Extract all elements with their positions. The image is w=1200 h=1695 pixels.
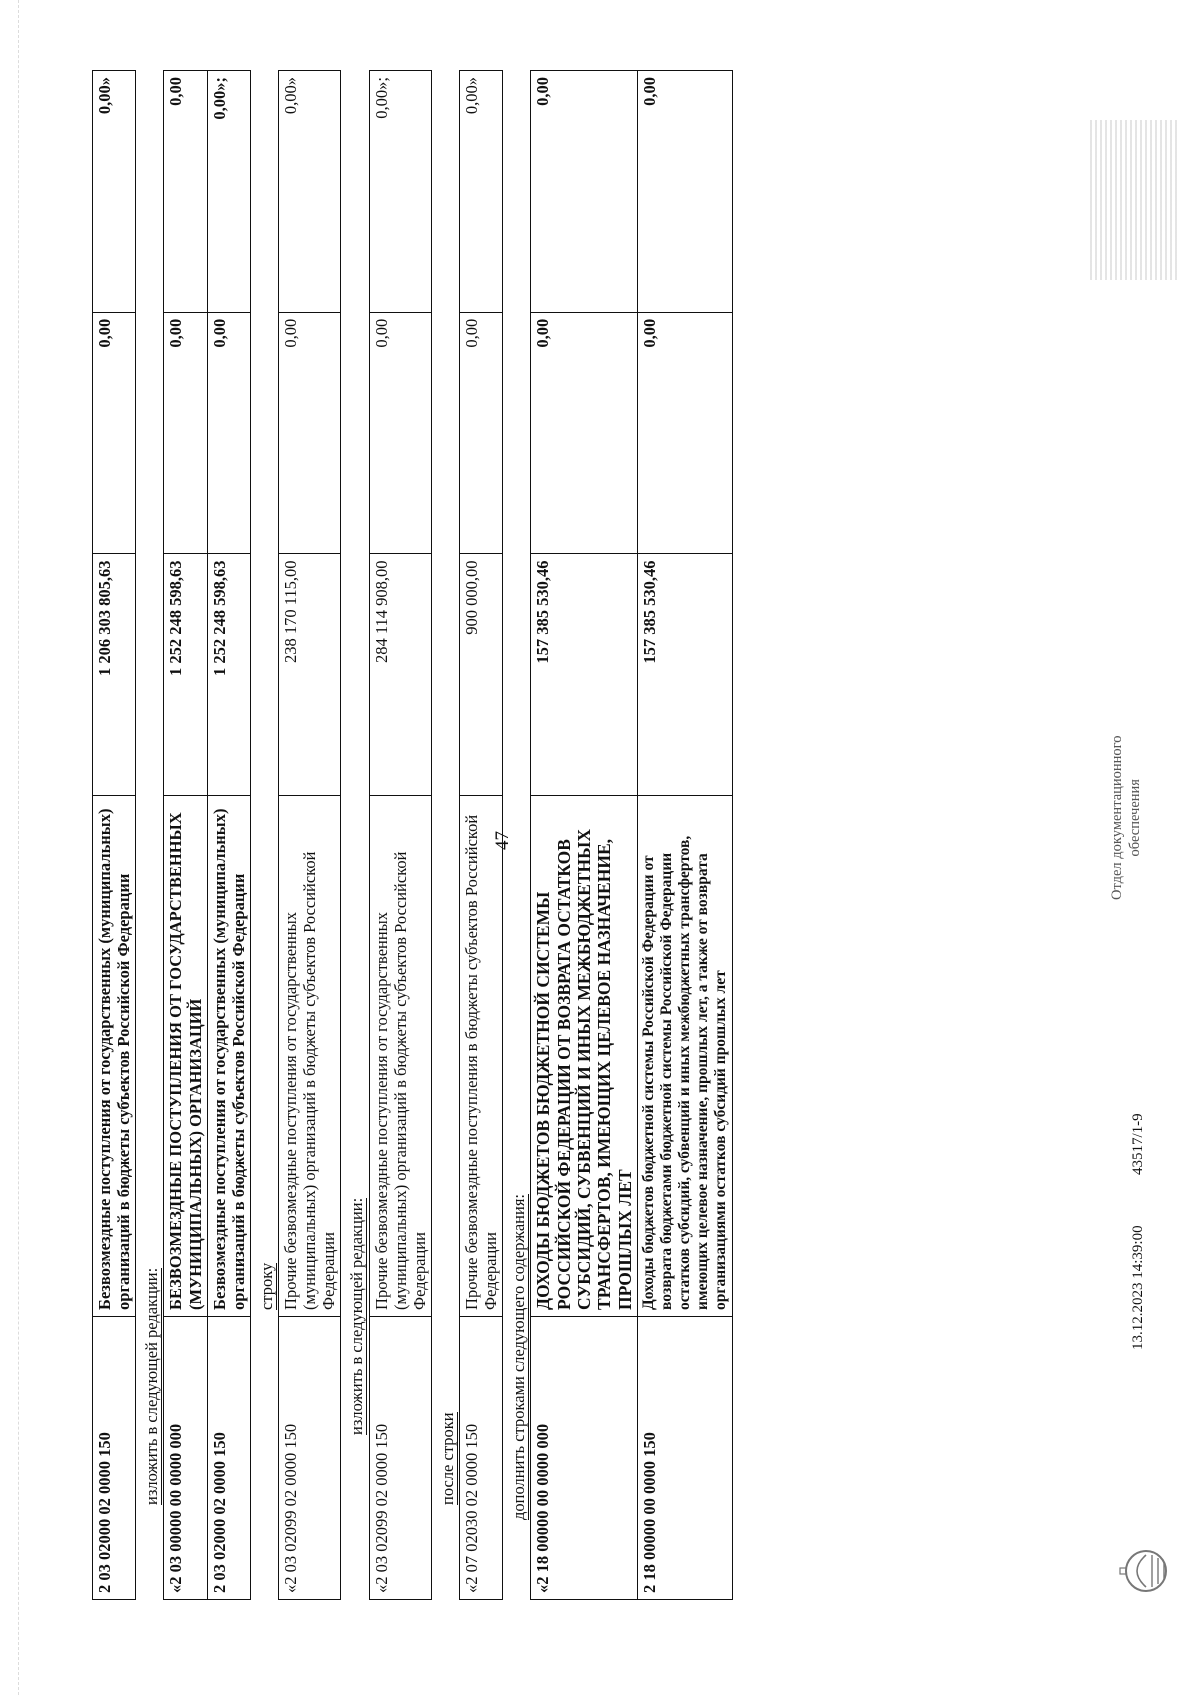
document-content bbox=[92, 70, 733, 1600]
row-value-1: 238 170 115,00 bbox=[279, 554, 341, 796]
row-value-2: 0,00 bbox=[93, 312, 136, 554]
table-row bbox=[207, 71, 250, 1600]
row-value-3: 0,00»; bbox=[369, 71, 431, 313]
instruction-4 bbox=[432, 70, 459, 1600]
row-value-1: 1 206 303 805,63 bbox=[93, 554, 136, 796]
footer-doc-code: 43517/1-9 bbox=[1130, 1113, 1146, 1175]
table-row bbox=[93, 71, 136, 1600]
row-value-1: 900 000,00 bbox=[460, 554, 503, 796]
table-row bbox=[279, 71, 341, 1600]
row-value-1: 284 114 908,00 bbox=[369, 554, 431, 796]
stamp-line-1: Отдел документационного bbox=[1109, 735, 1125, 900]
table-block-6 bbox=[530, 70, 732, 1600]
department-stamp bbox=[1108, 735, 1144, 900]
emblem-icon bbox=[1116, 1542, 1172, 1600]
row-value-1: 157 385 530,46 bbox=[637, 554, 732, 796]
row-value-2: 0,00 bbox=[637, 312, 732, 554]
row-value-3: 0,00 bbox=[531, 71, 637, 313]
row-name: ДОХОДЫ БЮДЖЕТОВ БЮДЖЕТНОЙ СИСТЕМЫ РОССИЙСКОЙ ФЕДЕРАЦИИ ОТ ВОЗВРАТА ОСТАТКОВ СУБСИДИЙ, СУБВЕНЦИЙ И ИНЫХ МЕЖБЮДЖЕТНЫХ ТРАНСФЕРТОВ, ИМЕЮЩИХ ЦЕЛЕВОЕ НАЗНАЧЕНИЕ, ПРОШЛЫХ ЛЕТ bbox=[531, 796, 637, 1317]
row-code: 2 03 02000 02 0000 150 bbox=[93, 1316, 136, 1599]
table-row bbox=[164, 71, 207, 1600]
table-row bbox=[637, 71, 732, 1600]
row-value-2: 0,00 bbox=[460, 312, 503, 554]
instruction-5 bbox=[503, 70, 530, 1600]
row-value-2: 0,00 bbox=[369, 312, 431, 554]
table-row bbox=[369, 71, 431, 1600]
row-value-2: 0,00 bbox=[164, 312, 207, 554]
row-name: Безвозмездные поступления от государственных (муниципальных) организаций в бюджеты субъектов Российской Федерации bbox=[207, 796, 250, 1317]
instruction-1-text: изложить в следующей редакции: bbox=[142, 1267, 162, 1505]
table-block-1 bbox=[92, 70, 136, 1600]
instruction-2 bbox=[251, 70, 278, 1600]
row-value-1: 1 252 248 598,63 bbox=[164, 554, 207, 796]
table-block-3 bbox=[278, 70, 341, 1600]
row-name: Безвозмездные поступления от государственных (муниципальных) организаций в бюджеты субъектов Российской Федерации bbox=[93, 796, 136, 1317]
instruction-4-text: после строки bbox=[437, 1412, 457, 1505]
row-name: БЕЗВОЗМЕЗДНЫЕ ПОСТУПЛЕНИЯ ОТ ГОСУДАРСТВЕННЫХ (МУНИЦИПАЛЬНЫХ) ОРГАНИЗАЦИЙ bbox=[164, 796, 207, 1317]
row-value-2: 0,00 bbox=[531, 312, 637, 554]
row-code: 2 18 00000 00 0000 150 bbox=[637, 1316, 732, 1599]
instruction-3 bbox=[341, 70, 368, 1600]
instruction-1 bbox=[136, 70, 163, 1600]
row-code: «2 03 02099 02 0000 150 bbox=[369, 1316, 431, 1599]
row-value-3: 0,00»; bbox=[207, 71, 250, 313]
row-value-3: 0,00 bbox=[164, 71, 207, 313]
instruction-3-text: изложить в следующей редакции: bbox=[347, 1197, 367, 1435]
row-name: Прочие безвозмездные поступления от государственных (муниципальных) организаций в бюджеты субъектов Российской Федерации bbox=[369, 796, 431, 1317]
row-value-1: 157 385 530,46 bbox=[531, 554, 637, 796]
stamp-line-2: обеспечения bbox=[1127, 779, 1144, 857]
row-name: Прочие безвозмездные поступления в бюджеты субъектов Российской Федерации bbox=[460, 796, 503, 1317]
row-value-3: 0,00» bbox=[93, 71, 136, 313]
row-code: «2 03 00000 00 0000 000 bbox=[164, 1316, 207, 1599]
row-value-3: 0,00 bbox=[637, 71, 732, 313]
row-code: «2 07 02030 02 0000 150 bbox=[460, 1316, 503, 1599]
instruction-5-text: дополнить строками следующего содержания: bbox=[509, 1193, 529, 1520]
instruction-2-text: строку bbox=[256, 1262, 276, 1310]
row-name: Доходы бюджетов бюджетной системы Российской Федерации от возврата бюджетами бюджетной системы Российской Федерации остатков субсидий, субвенций и иных межбюджетных трансфертов, имеющих целевое назначение, прошлых лет, а также от возврата организациями остатков субсидий прошлых лет bbox=[637, 796, 732, 1317]
footer-date: 13.12.2023 14:39:00 bbox=[1130, 1225, 1146, 1350]
row-code: «2 18 00000 00 0000 000 bbox=[531, 1316, 637, 1599]
table-row bbox=[531, 71, 637, 1600]
table-row bbox=[460, 71, 503, 1600]
table-block-5 bbox=[459, 70, 503, 1600]
row-code: 2 03 02000 02 0000 150 bbox=[207, 1316, 250, 1599]
page-number: 47 bbox=[492, 831, 513, 850]
row-name: Прочие безвозмездные поступления от государственных (муниципальных) организаций в бюджеты субъектов Российской Федерации bbox=[279, 796, 341, 1317]
table-block-2 bbox=[163, 70, 251, 1600]
row-value-3: 0,00» bbox=[279, 71, 341, 313]
row-value-2: 0,00 bbox=[279, 312, 341, 554]
row-value-1: 1 252 248 598,63 bbox=[207, 554, 250, 796]
row-value-2: 0,00 bbox=[207, 312, 250, 554]
row-value-3: 0,00» bbox=[460, 71, 503, 313]
table-block-4 bbox=[369, 70, 432, 1600]
page-footer bbox=[1108, 70, 1178, 1600]
row-code: «2 03 02099 02 0000 150 bbox=[279, 1316, 341, 1599]
